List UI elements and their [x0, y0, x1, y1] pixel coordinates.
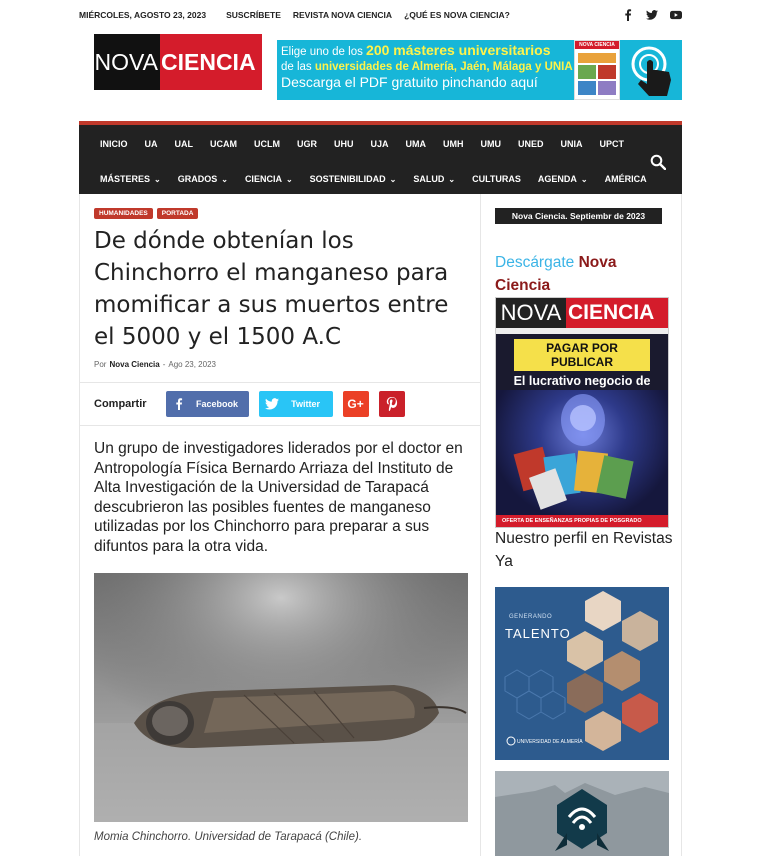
chevron-down-icon: ⌄ [285, 174, 293, 184]
magazine-cover[interactable] [495, 297, 669, 528]
googleplus-icon: G+ [347, 397, 364, 411]
current-date: MIÉRCOLES, AGOSTO 23, 2023 [79, 10, 207, 20]
magazine-link[interactable]: REVISTA NOVA CIENCIA [292, 10, 393, 20]
chevron-down-icon: ⌄ [448, 174, 456, 184]
sidebar-header: Nova Ciencia. Septiembr de 2023 [495, 208, 662, 224]
banner-line-1: Elige uno de los 200 másteres universitarios [281, 42, 551, 58]
tag-humanidades[interactable]: HUMANIDADES [94, 208, 153, 219]
nav-item-ua[interactable]: UA [144, 139, 158, 149]
nav-item-ucam[interactable]: UCAM [210, 139, 238, 149]
banner-line-3: Descarga el PDF gratuito pinchando aquí [281, 74, 538, 90]
nav-item-ciencia[interactable]: CIENCIA ⌄ [244, 174, 293, 184]
meta-separator: - [162, 360, 166, 369]
share-label: Compartir [94, 398, 147, 410]
cover-illustration [496, 390, 669, 517]
share-pinterest-button[interactable] [379, 391, 405, 417]
nav-item-masteres[interactable]: MÁSTERES ⌄ [100, 174, 161, 184]
nav-item-unia[interactable]: UNIA [560, 139, 583, 149]
banner-mini-cover: NOVA CIENCIA [574, 40, 620, 100]
facebook-icon[interactable] [622, 9, 634, 21]
sidebar-ad-2[interactable] [495, 771, 669, 856]
nav-item-culturas[interactable]: CULTURAS [472, 174, 521, 184]
nav-row-universities [79, 127, 641, 161]
article-date: Ago 23, 2023 [168, 360, 216, 369]
subscribe-link[interactable]: SUSCRÍBETE [226, 10, 281, 20]
nav-item-uhu[interactable]: UHU [334, 139, 354, 149]
talento-small-text: GENERANDO [509, 614, 553, 620]
nav-item-ugr[interactable]: UGR [297, 139, 318, 149]
share-facebook-button[interactable]: Facebook [166, 391, 249, 417]
facebook-icon [166, 391, 192, 417]
site-logo[interactable] [94, 34, 262, 90]
pointer-hand-icon [623, 42, 679, 98]
nav-item-uned[interactable]: UNED [518, 139, 544, 149]
talento-university: UNIVERSIDAD DE ALMERÍA [517, 739, 583, 745]
photo-caption: Momia Chinchorro. Universidad de Tarapacá (Chile). [94, 831, 363, 843]
nav-item-upct[interactable]: UPCT [599, 139, 625, 149]
nav-item-uja[interactable]: UJA [370, 139, 389, 149]
social-links [622, 9, 682, 21]
nav-item-umu[interactable]: UMU [480, 139, 502, 149]
article-main [79, 194, 481, 856]
about-link[interactable]: ¿QUÉ ES NOVA CIENCIA? [404, 10, 510, 20]
chevron-down-icon: ⌄ [389, 174, 397, 184]
cover-headline: PAGAR POR PUBLICAR [514, 339, 650, 371]
nav-row-sections [79, 162, 664, 196]
nav-item-uma[interactable]: UMA [405, 139, 427, 149]
revistas-ya-link[interactable]: Nuestro perfil en Revistas Ya [495, 530, 673, 570]
nav-item-inicio[interactable]: INICIO [100, 139, 128, 149]
nav-item-ual[interactable]: UAL [174, 139, 194, 149]
nav-item-agenda[interactable]: AGENDA ⌄ [537, 174, 588, 184]
chevron-down-icon: ⌄ [221, 174, 228, 184]
article-intro: Un grupo de investigadores liderados por el doctor en Antropología Física Bernardo Arriaza del Instituto de Alta Investigación de la Universidad de Tarapacá descubrieron las posibles fuentes de manganeso utilizadas por los Chinchorro para preparar a sus difuntos para la otra vida. [94, 440, 463, 555]
nav-item-umh[interactable]: UMH [443, 139, 464, 149]
article-tags [94, 208, 198, 219]
nav-item-america[interactable]: AMÉRICA [604, 174, 647, 184]
author-link[interactable]: Nova Ciencia [109, 360, 160, 369]
nav-item-uclm[interactable]: UCLM [254, 139, 281, 149]
sidebar [481, 194, 682, 856]
tag-portada[interactable]: PORTADA [157, 208, 199, 219]
chevron-down-icon: ⌄ [154, 174, 161, 184]
youtube-icon[interactable] [670, 9, 682, 21]
share-bar [80, 382, 480, 426]
search-icon[interactable] [650, 154, 666, 170]
article-meta [94, 360, 216, 369]
twitter-icon[interactable] [646, 9, 658, 21]
nav-item-salud[interactable]: SALUD ⌄ [413, 174, 456, 184]
nav-item-grados[interactable]: GRADOS ⌄ [177, 174, 228, 184]
nav-item-sostenibilidad[interactable]: SOSTENIBILIDAD ⌄ [309, 174, 397, 184]
share-googleplus-button[interactable] [343, 391, 369, 417]
download-heading[interactable]: Descárgate Nova Ciencia [495, 254, 617, 294]
article-title: De dónde obtenían los Chinchorro el manganeso para momificar a sus muertos entre el 5000 y el 1500 A.C [94, 228, 449, 350]
logo-ciencia-text: CIENCIA [160, 34, 262, 90]
mummy-photo [94, 573, 468, 822]
top-bar [79, 0, 682, 30]
cover-footer: OFERTA DE ENSEÑANZAS PROPIAS DE POSGRADO [496, 515, 669, 527]
banner-line-2: de las universidades de Almería, Jaén, Málaga y UNIA [281, 61, 573, 73]
talento-ad[interactable] [495, 587, 669, 760]
pinterest-icon [386, 397, 398, 411]
talento-title: TALENTO [505, 626, 571, 641]
chevron-down-icon: ⌄ [580, 174, 588, 184]
share-twitter-button[interactable]: Twitter [259, 391, 333, 417]
masters-banner-ad[interactable] [277, 40, 682, 100]
twitter-icon [259, 391, 285, 417]
by-label: Por [94, 360, 107, 369]
logo-nova-text: NOVA [94, 34, 160, 90]
cover-subline-1: El lucrativo negocio de [513, 374, 651, 388]
main-navigation [79, 121, 682, 194]
cover-masthead: NOVA CIENCIA [496, 298, 668, 328]
